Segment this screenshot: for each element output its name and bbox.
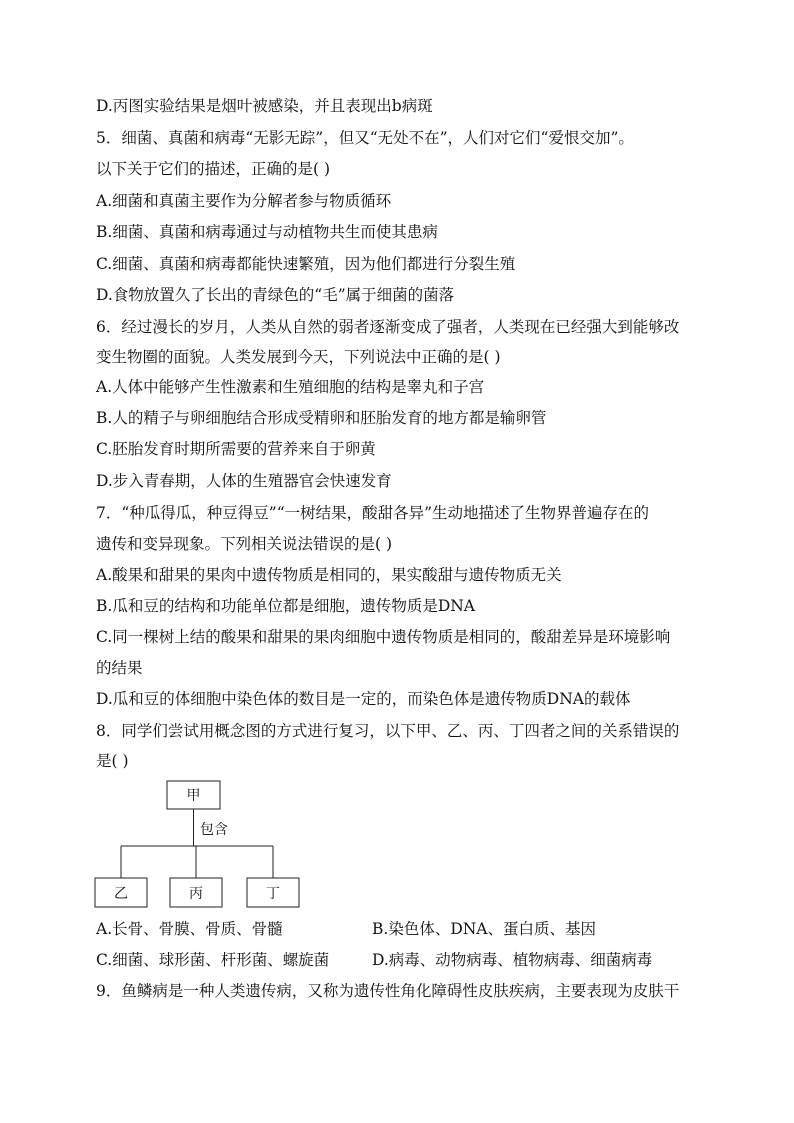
q5-option-a: A.细菌和真菌主要作为分解者参与物质循环	[96, 192, 392, 210]
q5-option-d: D.食物放置久了长出的青绿色的“毛”属于细菌的菌落	[96, 286, 455, 304]
q6-option-c: C.胚胎发育时期所需要的营养来自于卵黄	[96, 440, 376, 458]
q7-option-a: A.酸果和甜果的果肉中遗传物质是相同的，果实酸甜与遗传物质无关	[96, 566, 562, 584]
diagram-label-child-3: 丁	[266, 886, 280, 902]
q6-option-d: D.步入青春期，人体的生殖器官会快速发育	[96, 472, 392, 490]
question-6-stem-cont: 变生物圈的面貌。人类发展到今天，下列说法中正确的是( )	[96, 348, 501, 366]
diagram-label-top: 甲	[186, 788, 201, 804]
q8-option-b: B.染色体、DNA、蛋白质、基因	[372, 920, 597, 938]
q7-option-c: C.同一棵树上结的酸果和甜果的果肉细胞中遗传物质是相同的，酸甜差异是环境影响	[96, 628, 671, 646]
question-8-stem-cont: 是( )	[96, 752, 129, 770]
q8-option-c: C.细菌、球形菌、杆形菌、螺旋菌	[96, 951, 330, 969]
question-7-stem: 7．“种瓜得瓜，种豆得豆”“一树结果，酸甜各异”生动地描述了生物界普遍存在的	[96, 504, 650, 522]
diagram-relation-label: 包含	[200, 822, 228, 838]
q7-option-d: D.瓜和豆的体细胞中染色体的数目是一定的，而染色体是遗传物质DNA的载体	[96, 690, 631, 708]
q5-option-b: B.细菌、真菌和病毒通过与动植物共生而使其患病	[96, 223, 438, 241]
q6-option-b: B.人的精子与卵细胞结合形成受精卵和胚胎发育的地方都是输卵管	[96, 409, 547, 427]
question-7-stem-cont: 遗传和变异现象。下列相关说法错误的是( )	[96, 535, 393, 553]
q5-option-c: C.细菌、真菌和病毒都能快速繁殖，因为他们都进行分裂生殖	[96, 255, 516, 273]
q7-option-c-cont: 的结果	[96, 659, 143, 677]
q7-option-b: B.瓜和豆的结构和功能单位都是细胞，遗传物质是DNA	[96, 597, 476, 615]
diagram-label-child-2: 丙	[189, 886, 203, 902]
q8-option-a: A.长骨、骨膜、骨质、骨髓	[96, 920, 283, 938]
text-line: D.丙图实验结果是烟叶被感染，并且表现出b病斑	[96, 97, 433, 115]
q8-option-d: D.病毒、动物病毒、植物病毒、细菌病毒	[372, 951, 653, 969]
question-8-stem: 8．同学们尝试用概念图的方式进行复习，以下甲、乙、丙、丁四者之间的关系错误的	[96, 722, 680, 740]
question-5-stem-cont: 以下关于它们的描述，正确的是( )	[96, 160, 331, 178]
question-5-stem: 5．细菌、真菌和病毒“无影无踪”，但又“无处不在”，人们对它们“爱恨交加”。	[96, 129, 634, 147]
question-9-stem: 9．鱼鳞病是一种人类遗传病，又称为遗传性角化障碍性皮肤疾病，主要表现为皮肤干	[96, 982, 680, 1000]
q6-option-a: A.人体中能够产生性激素和生殖细胞的结构是睾丸和子宫	[96, 378, 485, 396]
question-6-stem: 6．经过漫长的岁月，人类从自然的弱者逐渐变成了强者，人类现在已经强大到能够改	[96, 318, 680, 336]
diagram-label-child-1: 乙	[114, 886, 128, 902]
